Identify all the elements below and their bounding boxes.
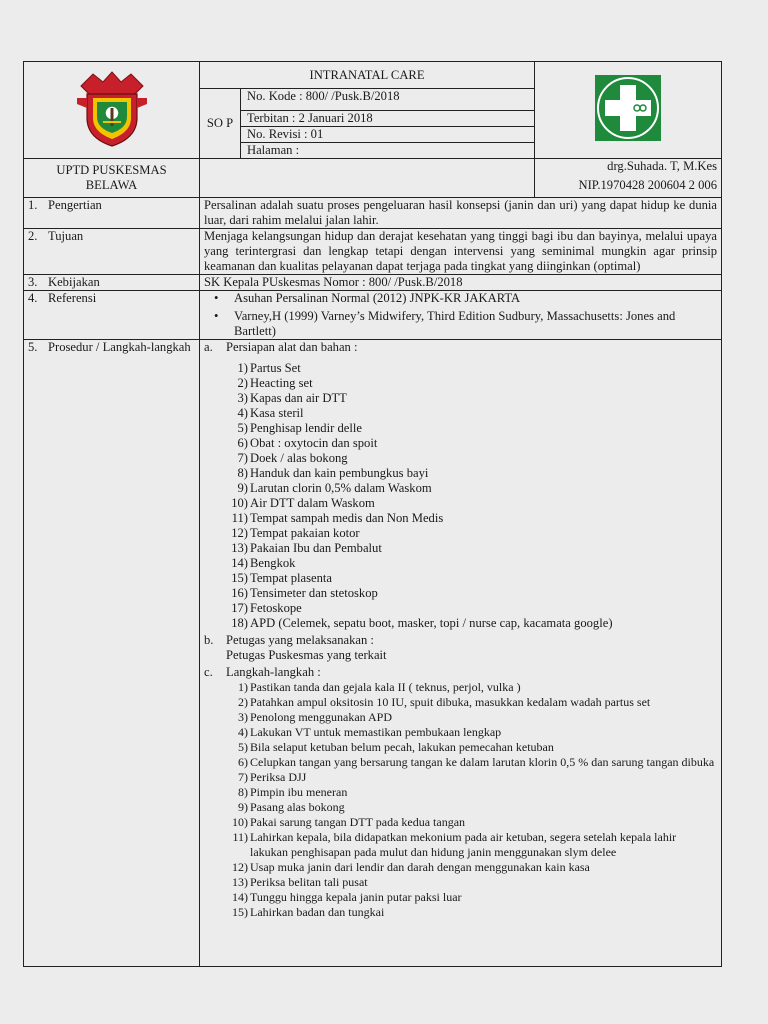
list-item: [204, 875, 717, 890]
list-item: [204, 890, 717, 905]
list-item: [204, 616, 717, 631]
list-item: • Asuhan Persalinan Normal (2012) JNPK-KR JAKARTA: [214, 291, 521, 305]
list-text: Pastikan tanda dan gejala kala II ( teknus, perjol, vulka ): [250, 680, 521, 694]
list-number: 6): [238, 755, 248, 769]
list-text: Periksa DJJ: [250, 770, 307, 784]
list-number: 15): [232, 905, 248, 919]
section-text-kebijakan: SK Kepala PUskesmas Nomor : 800/ /Pusk.B/2018: [200, 275, 722, 291]
list-text: Periksa belitan tali pusat: [250, 875, 368, 889]
list-item: [204, 556, 717, 571]
list-number: 11): [231, 511, 248, 525]
list-number: 5): [238, 740, 248, 754]
signatory-name: drg.Suhada. T, M.Kes: [607, 159, 718, 173]
left-logo-cell: [24, 62, 200, 159]
document-title: INTRANATAL CARE: [200, 62, 535, 89]
list-number: 2): [238, 695, 248, 709]
list-number: 17): [231, 601, 248, 615]
list-item: [204, 905, 717, 920]
list-number: 7): [237, 451, 248, 465]
list-item: [204, 496, 717, 511]
list-number: 16): [231, 586, 248, 600]
list-text: Patahkan ampul oksitosin 10 IU, spuit dibuka, masukkan kedalam wadah partus set: [250, 695, 651, 709]
list-number: 12): [232, 860, 248, 874]
equipment-list: [204, 361, 717, 631]
step-b-text: Petugas Puskesmas yang terkait: [226, 648, 387, 662]
section-text-tujuan: Menjaga kelangsungan hidup dan derajat kesehatan yang tinggi bagi ibu dan bayinya, melalui upaya yang terintergrasi dan lengkap tetapi dengan intervensi yang seminimal mungkin agar prinsip keamanan dan kualitas pelayanan dapat terjaga pada tingkat yang diinginkan (optimal): [200, 229, 722, 275]
list-text: Usap muka janin dari lendir dan darah dengan menggunakan kain kasa: [250, 860, 590, 874]
list-number: 7): [238, 770, 248, 784]
list-number: 6): [237, 436, 248, 450]
list-item: [204, 541, 717, 556]
section-label-prosedur: 5. Prosedur / Langkah-langkah: [24, 340, 200, 967]
list-text: Kapas dan air DTT: [250, 391, 347, 405]
list-number: 10): [232, 815, 248, 829]
sop-table: [23, 61, 722, 967]
list-item: [204, 466, 717, 481]
list-item: [204, 481, 717, 496]
list-text: APD (Celemek, sepatu boot, masker, topi / nurse cap, kacamata google): [250, 616, 613, 630]
list-item: [204, 421, 717, 436]
meta-terbitan: Terbitan : 2 Januari 2018: [241, 111, 535, 127]
list-number: 18): [231, 616, 248, 630]
list-number: 13): [231, 541, 248, 555]
list-text: Kasa steril: [250, 406, 304, 420]
list-text: Pakai sarung tangan DTT pada kedua tangan: [250, 815, 466, 829]
list-item: [204, 376, 717, 391]
list-text: Pimpin ibu meneran: [250, 785, 348, 799]
list-text: Penolong menggunakan APD: [250, 710, 392, 724]
list-text: Tempat plasenta: [250, 571, 332, 585]
list-item: [204, 740, 717, 755]
list-item: [204, 511, 717, 526]
list-item: [204, 815, 717, 830]
list-text: Obat : oxytocin dan spoit: [250, 436, 378, 450]
section-label-kebijakan: 3. Kebijakan: [24, 275, 200, 291]
list-number: 14): [232, 890, 248, 904]
step-a-heading: a. Persiapan alat dan bahan :: [204, 340, 358, 354]
signatory-nip: NIP.1970428 200604 2 006: [578, 178, 718, 192]
list-item: [204, 436, 717, 451]
list-text: Lahirkan badan dan tungkai: [250, 905, 385, 919]
organization-name: UPTD PUSKESMAS BELAWA: [24, 159, 200, 198]
list-text: Bila selaput ketuban belum pecah, lakukan pemecahan ketuban: [250, 740, 554, 754]
list-number: 3): [238, 710, 248, 724]
list-number: 8): [237, 466, 248, 480]
list-item: [204, 755, 717, 770]
list-number: 13): [232, 875, 248, 889]
list-item: [204, 451, 717, 466]
section-text-pengertian: Persalinan adalah suatu proses pengeluaran hasil konsepsi (janin dan uri) yang dapat hidup ke dunia luar, dari rahim melalui jalan lahir.: [200, 198, 722, 229]
list-number: 15): [231, 571, 248, 585]
list-number: 4): [237, 406, 248, 420]
list-number: 9): [237, 481, 248, 495]
meta-halaman: Halaman :: [241, 143, 535, 159]
list-item: [204, 526, 717, 541]
list-item: [204, 830, 717, 860]
list-number: 9): [238, 800, 248, 814]
list-text: Lakukan VT untuk memastikan pembukaan lengkap: [250, 725, 502, 739]
list-text: Tunggu hingga kepala janin putar paksi luar: [250, 890, 462, 904]
meta-revisi: No. Revisi : 01: [241, 127, 535, 143]
list-number: 8): [238, 785, 248, 799]
right-logo-cell: [535, 62, 722, 159]
puskesmas-cross-icon: [593, 73, 663, 143]
list-number: 4): [238, 725, 248, 739]
step-c-heading: c. Langkah-langkah :: [204, 665, 321, 679]
step-b-heading: b. Petugas yang melaksanakan :: [204, 633, 374, 647]
section-label-pengertian: 1. Pengertian: [24, 198, 200, 229]
list-text: Handuk dan kain pembungkus bayi: [250, 466, 429, 480]
list-number: 1): [237, 361, 248, 375]
list-item: [204, 601, 717, 616]
list-number: 2): [237, 376, 248, 390]
section-label-referensi: 4. Referensi: [24, 291, 200, 340]
list-text: Lahirkan kepala, bila didapatkan mekonium pada air ketuban, segera setelah kepala lahir lakukan penghisapan pada mulut dan hidung janin menggunakan slym delee: [250, 830, 677, 859]
list-number: 12): [231, 526, 248, 540]
list-number: 14): [231, 556, 248, 570]
list-text: Partus Set: [250, 361, 301, 375]
list-item: [204, 571, 717, 586]
list-item: • Varney,H (1999) Varney’s Midwifery, Third Edition Sudbury, Massachusetts: Jones and Bartlett): [214, 309, 676, 338]
list-text: Heacting set: [250, 376, 313, 390]
list-item: [204, 391, 717, 406]
list-number: 3): [237, 391, 248, 405]
meta-kode: No. Kode : 800/ /Pusk.B/2018: [241, 89, 535, 111]
list-item: [204, 770, 717, 785]
list-item: [204, 361, 717, 376]
steps-list: [204, 680, 717, 920]
list-item: [204, 680, 717, 695]
list-text: Tempat sampah medis dan Non Medis: [250, 511, 444, 525]
list-number: 11): [232, 830, 248, 844]
blank-cell: [200, 159, 535, 198]
list-item: [204, 710, 717, 725]
list-item: [204, 586, 717, 601]
list-item: [204, 860, 717, 875]
kabupaten-emblem-icon: [73, 68, 151, 148]
list-text: Tempat pakaian kotor: [250, 526, 360, 540]
list-text: Air DTT dalam Waskom: [250, 496, 375, 510]
list-text: Tensimeter dan stetoskop: [250, 586, 378, 600]
signature-cell: [535, 159, 722, 198]
list-text: Bengkok: [250, 556, 296, 570]
list-text: Penghisap lendir delle: [250, 421, 362, 435]
list-number: 1): [238, 680, 248, 694]
list-item: [204, 785, 717, 800]
list-number: 5): [237, 421, 248, 435]
list-text: Celupkan tangan yang bersarung tangan ke dalam larutan klorin 0,5 % dan sarung tangan dibuka: [250, 755, 715, 769]
so-label: SO P: [200, 89, 241, 159]
list-text: Fetoskope: [250, 601, 302, 615]
list-text: Pakaian Ibu dan Pembalut: [250, 541, 382, 555]
section-referensi-list: [200, 291, 722, 340]
list-item: [204, 800, 717, 815]
list-text: Larutan clorin 0,5% dalam Waskom: [250, 481, 432, 495]
list-text: Doek / alas bokong: [250, 451, 348, 465]
list-item: [204, 725, 717, 740]
section-label-tujuan: 2. Tujuan: [24, 229, 200, 275]
list-number: 10): [231, 496, 248, 510]
list-item: [204, 406, 717, 421]
list-text: Pasang alas bokong: [250, 800, 345, 814]
section-prosedur-content: [200, 340, 722, 967]
list-item: [204, 695, 717, 710]
